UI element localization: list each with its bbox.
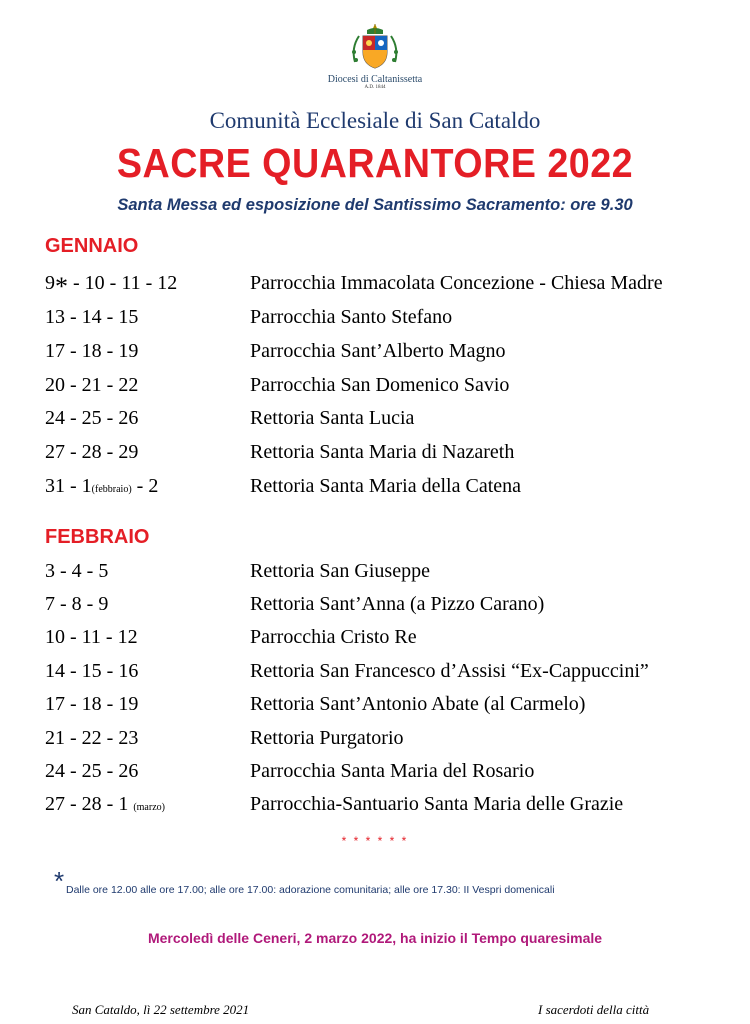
schedule-place: Rettoria San Giuseppe [250,560,430,582]
schedule-place: Rettoria Sant’Antonio Abate (al Carmelo) [250,693,586,715]
place-date: San Cataldo, lì 22 settembre 2021 [72,1002,250,1017]
schedule-place: Rettoria Santa Maria di Nazareth [250,441,515,463]
schedule-dates [45,272,178,301]
schedule-dates: 14 - 15 - 16 [45,660,139,682]
month-heading-gennaio: GENNAIO [45,235,139,257]
schedule-dates: 13 - 14 - 15 [45,306,139,328]
schedule-row [45,727,735,757]
community-title: Comunità Ecclesiale di San Cataldo [209,108,541,133]
schedule-row [45,340,735,370]
schedule-dates: 3 - 4 - 5 [45,560,109,582]
mass-info: Santa Messa ed esposizione del Santissimo Sacramento: ore 9.30 [117,196,633,214]
schedule-row [45,560,735,590]
schedule-row [45,475,735,505]
footnote-text: Dalle ore 12.00 alle ore 17.00; alle ore 17.00: adorazione comunitaria; alle ore 17.30: II Vespri domenicali [66,884,555,896]
schedule-row [45,793,735,823]
signature: I sacerdoti della città [538,1002,650,1017]
date-start: 27 - 28 - 1 [45,793,134,815]
schedule-place: Parrocchia Santo Stefano [250,306,453,328]
month-note: (marzo) [133,802,165,813]
schedule-row [45,306,735,336]
schedule-row [45,593,735,623]
diocese-crest [300,22,450,90]
date-start: 31 - 1 [45,475,92,497]
schedule-place: Rettoria Santa Maria della Catena [250,475,522,497]
schedule-place: Parrocchia San Domenico Savio [250,374,510,396]
schedule-row [45,693,735,723]
schedule-row [45,626,735,656]
schedule-place: Parrocchia Cristo Re [250,626,417,648]
schedule-dates: 24 - 25 - 26 [45,760,139,782]
schedule-dates: 21 - 22 - 23 [45,727,139,749]
schedule-dates: 20 - 21 - 22 [45,374,139,396]
schedule-dates: 24 - 25 - 26 [45,407,139,429]
schedule-row [45,441,735,471]
page-title: SACRE QUARANTORE 2022 [116,140,634,186]
month-note: (febbraio) [91,484,132,495]
schedule-dates: 10 - 11 - 12 [45,626,138,648]
schedule-dates: 7 - 8 - 9 [45,593,109,615]
schedule-row [45,760,735,790]
schedule-place: Parrocchia Immacolata Concezione - Chiesa Madre [250,272,663,294]
schedule-dates: 27 - 28 - 29 [45,441,139,463]
schedule-place: Rettoria Santa Lucia [250,407,415,429]
schedule-place: Parrocchia-Santuario Santa Maria delle Grazie [250,793,624,815]
schedule-place: Parrocchia Sant’Alberto Magno [250,340,506,362]
crest-emblem-icon [345,22,405,72]
date-start: 9 [45,272,55,294]
crest-diocese-name: Diocesi di Caltanissetta [327,74,423,85]
lent-announcement: Mercoledì delle Ceneri, 2 marzo 2022, ha inizio il Tempo quaresimale [147,930,603,946]
schedule-place: Rettoria San Francesco d’Assisi “Ex-Cappuccini” [250,660,649,682]
date-rest: - 2 [131,475,159,497]
schedule-place: Rettoria Sant’Anna (a Pizzo Carano) [250,593,545,615]
separator: * * * * * * [341,834,409,848]
schedule-dates: 17 - 18 - 19 [45,340,139,362]
schedule-row [45,660,735,690]
footnote-asterisk: * [54,866,65,896]
crest-year: A.D. 1844 [364,85,386,90]
schedule-dates: 17 - 18 - 19 [45,693,139,715]
schedule-place: Rettoria Purgatorio [250,727,404,749]
schedule-row [45,407,735,437]
schedule-row [45,374,735,404]
asterisk-mark: * [55,272,68,301]
schedule-dates [45,475,158,498]
schedule-row [45,272,735,302]
schedule-place: Parrocchia Santa Maria del Rosario [250,760,535,782]
month-heading-febbraio: FEBBRAIO [45,526,150,548]
schedule-dates [45,793,165,816]
date-rest: - 10 - 11 - 12 [68,272,178,294]
